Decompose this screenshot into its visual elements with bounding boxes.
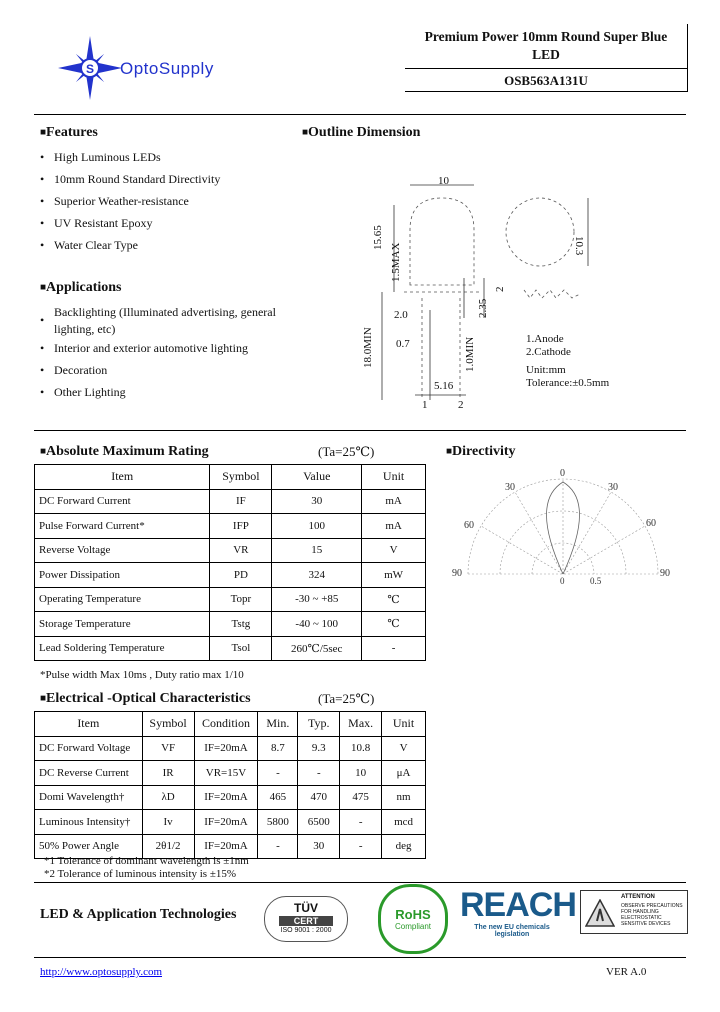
table-row: Operating Temperature Topr -30 ~ +85 ℃ (35, 587, 426, 612)
header-divider (34, 114, 686, 115)
mid-divider (34, 430, 686, 431)
title-box (405, 24, 688, 92)
dim-235: 2.35 (477, 298, 489, 318)
feature-item: • Superior Weather-resistance (40, 194, 189, 208)
angle-label: 30 (608, 482, 618, 493)
dim-10min: 1.0MIN (464, 336, 476, 372)
dim-15max: 1.5MAX (390, 242, 402, 282)
application-item: • Backlighting (Illuminated advertising, general lighting, etc) (40, 305, 276, 336)
angle-label: 30 (505, 482, 515, 493)
feature-item: • UV Resistant Epoxy (40, 216, 153, 230)
abs-max-table (34, 464, 426, 661)
feature-item: • High Luminous LEDs (40, 150, 161, 164)
footer-bottom-divider (34, 957, 686, 958)
table-header-row: Item Symbol Value Unit (35, 465, 426, 490)
esd-attention-badge: ATTENTION OBSERVE PRECAUTIONS FOR HANDLING ELECTROSTATIC SENSITIVE DEVICES (580, 890, 688, 934)
application-item: • Other Lighting (40, 385, 126, 399)
eo-note-1: *1 Tolerance of dominant wavelength is ±1nm (44, 855, 249, 867)
features-heading: ■Features (40, 125, 98, 140)
rohs-cert-badge: RoHS Compliant (378, 884, 448, 954)
esd-warning-icon (585, 899, 615, 927)
angle-label: 60 (646, 518, 656, 529)
outline-heading: ■Outline Dimension (302, 125, 421, 140)
table-row: Luminous Intensity† Iv IF=20mA 5800 6500 - mcd (35, 810, 426, 835)
part-number: OSB563A131U (405, 68, 687, 91)
intensity-label: 0 (560, 576, 565, 586)
dim-10: 10 (438, 175, 449, 187)
table-row: Pulse Forward Current* IFP 100 mA (35, 514, 426, 539)
application-item: • Interior and exterior automotive lighting (40, 341, 248, 355)
dim-103: 10.3 (573, 236, 585, 256)
directivity-heading: ■Directivity (446, 444, 516, 459)
page-title-line1: Premium Power 10mm Round Super Blue (424, 29, 668, 44)
eo-note-2: *2 Tolerance of luminous intensity is ±15% (44, 868, 237, 880)
abs-max-heading: ■Absolute Maximum Rating (40, 444, 209, 459)
directivity-polar-chart (450, 462, 685, 587)
feature-item: • 10mm Round Standard Directivity (40, 172, 221, 186)
dim-07: 0.7 (396, 338, 410, 350)
table-row: Domi Wavelength† λD IF=20mA 465 470 475 nm (35, 785, 426, 810)
footer-top-divider (34, 882, 686, 883)
feature-item: • Water Clear Type (40, 238, 138, 252)
table-row: Power Dissipation PD 324 mW (35, 563, 426, 588)
brand-name: OptoSupply (120, 59, 214, 78)
angle-label: 60 (464, 520, 474, 531)
tuv-cert-badge: TÜV CERT ISO 9001 : 2000 (264, 896, 348, 942)
pin-1-label: 1 (422, 399, 428, 411)
website-link[interactable]: http://www.optosupply.com (40, 966, 163, 978)
angle-label: 90 (660, 568, 670, 579)
note-tolerance: Tolerance:±0.5mm (526, 377, 610, 389)
dim-516: 5.16 (434, 380, 454, 392)
company-name: LED & Application Technologies (40, 907, 237, 922)
dim-2: 2 (494, 286, 506, 292)
table-header-row: Item Symbol Condition Min. Typ. Max. Unit (35, 712, 426, 737)
dim-18min: 18.0MIN (362, 327, 374, 368)
angle-label: 90 (452, 568, 462, 579)
note-anode: 1.Anode (526, 333, 564, 345)
eo-heading: ■Electrical -Optical Characteristics (40, 691, 251, 706)
dim-1565: 15.65 (372, 225, 384, 250)
svg-text:S: S (85, 62, 95, 76)
logo-star-icon (58, 36, 122, 100)
abs-max-note: *Pulse width Max 10ms , Duty ratio max 1/10 (40, 669, 244, 681)
table-row: Reverse Voltage VR 15 V (35, 538, 426, 563)
table-row: Lead Soldering Temperature Tsol 260℃/5sec - (35, 636, 426, 661)
table-row: 50% Power Angle 2θ1/2 IF=20mA - 30 - deg (35, 834, 426, 859)
abs-max-condition: (Ta=25℃) (318, 444, 375, 459)
application-item: • Decoration (40, 363, 108, 377)
eo-condition: (Ta=25℃) (318, 691, 375, 706)
logo (58, 36, 278, 96)
eo-table (34, 711, 426, 859)
table-row: DC Reverse Current IR VR=15V - - 10 μA (35, 761, 426, 786)
dim-20: 2.0 (394, 309, 408, 321)
angle-label: 0 (560, 468, 565, 479)
page-title-line2: LED (532, 47, 560, 62)
version-label: VER A.0 (606, 966, 647, 978)
table-row: DC Forward Voltage VF IF=20mA 8.7 9.3 10.8 V (35, 736, 426, 761)
pin-2-label: 2 (458, 399, 464, 411)
applications-heading: ■Applications (40, 280, 122, 295)
note-cathode: 2.Cathode (526, 346, 571, 358)
intensity-label: 0.5 (590, 576, 602, 586)
note-unit: Unit:mm (526, 364, 566, 376)
reach-cert-badge: REACH The new EU chemicals legislation (460, 886, 576, 938)
table-row: DC Forward Current IF 30 mA (35, 489, 426, 514)
table-row: Storage Temperature Tstg -40 ~ 100 ℃ (35, 612, 426, 637)
